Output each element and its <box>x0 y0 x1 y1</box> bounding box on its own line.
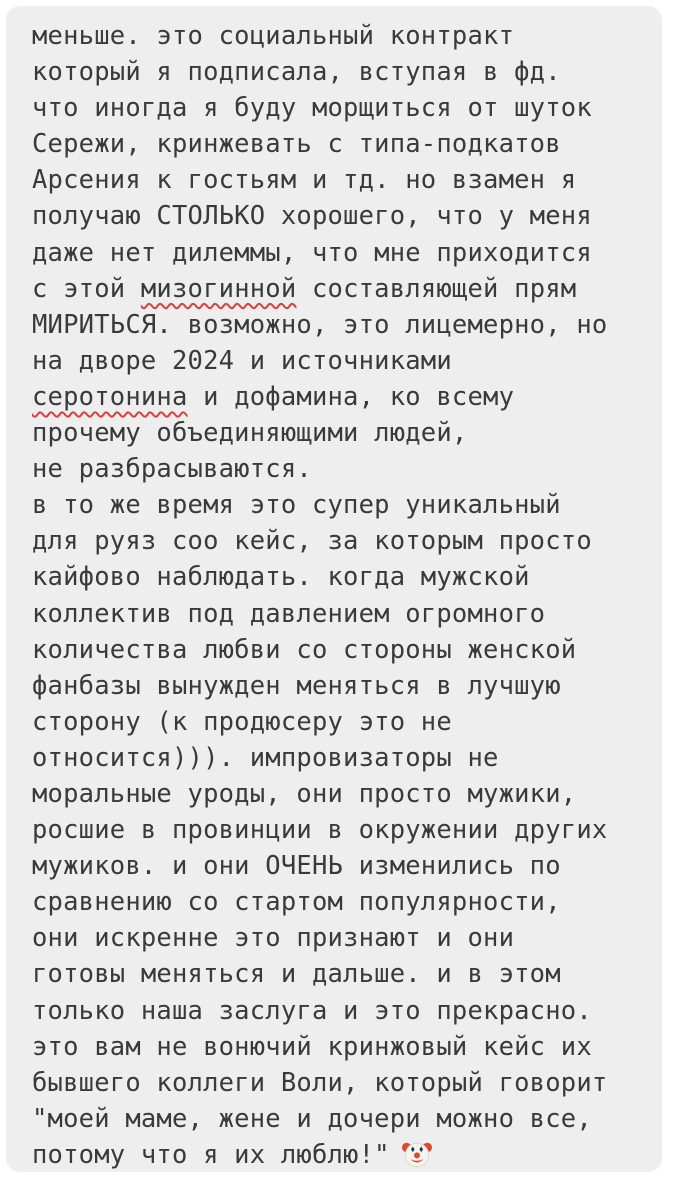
text-segment: "моей маме, жене и дочери можно все, <box>32 1103 592 1134</box>
note-line <box>32 90 662 126</box>
text-segment: и дофамина, ко всему <box>187 381 515 412</box>
text-segment: что иногда я буду морщиться от шуток <box>32 93 592 124</box>
note-line <box>32 740 662 776</box>
text-segment: сторону (к продюсеру это не <box>32 706 452 737</box>
text-segment: бывшего коллеги Воли, который говорит <box>32 1067 608 1098</box>
note-line <box>32 523 662 559</box>
text-segment: относится))). импровизаторы не <box>32 742 499 773</box>
text-segment: готовы меняться и дальше. и в этом <box>32 959 561 990</box>
text-segment: только наша заслуга и это прекрасно. <box>32 995 592 1026</box>
text-segment: Арсения к гостьям и тд. но взамен я <box>32 165 577 196</box>
text-segment: в то же время это супер уникальный <box>32 490 561 521</box>
text-segment: мужиков. и они ОЧЕНЬ изменились по <box>32 851 561 882</box>
note-line <box>32 54 662 90</box>
misspelled-word: мизогинной <box>140 273 297 304</box>
note-line <box>32 451 662 487</box>
text-segment: МИРИТЬСЯ. возможно, это лицемерно, но <box>32 309 608 340</box>
note-line <box>32 487 662 523</box>
note-line <box>32 668 662 704</box>
text-segment: росшие в провинции в окружении других <box>32 815 608 846</box>
note-line <box>32 415 662 451</box>
note-line <box>32 1137 662 1173</box>
text-segment: на дворе 2024 и источниками <box>32 345 452 376</box>
text-segment: для руяз соо кейс, за которым просто <box>32 526 592 557</box>
text-segment: который я подписала, вступая в фд. <box>32 57 561 88</box>
note-line <box>32 162 662 198</box>
note-line <box>32 884 662 920</box>
note-line <box>32 1029 662 1065</box>
note-card <box>6 6 662 1172</box>
text-segment: коллектив под давлением огромного <box>32 598 546 629</box>
text-segment: они искренне это признают и они <box>32 923 515 954</box>
note-line <box>32 956 662 992</box>
note-line <box>32 307 662 343</box>
note-line <box>32 848 662 884</box>
note-line <box>32 126 662 162</box>
text-segment: количества любви со стороны женской <box>32 634 577 665</box>
text-segment: даже нет дилеммы, что мне приходится <box>32 237 592 268</box>
text-segment: Сережи, кринжевать с типа-подкатов <box>32 129 561 160</box>
note-line <box>32 776 662 812</box>
note-text[interactable] <box>32 18 662 1173</box>
text-segment: это вам не вонючий кринжовый кейс их <box>32 1031 592 1062</box>
misspelled-word: серотонина <box>32 381 188 412</box>
note-line <box>32 993 662 1029</box>
note-line <box>32 271 662 307</box>
note-line <box>32 1065 662 1101</box>
text-segment: с этой <box>32 273 141 304</box>
text-segment: кайфово наблюдать. когда мужской <box>32 562 530 593</box>
text-segment: потому что я их люблю!" <box>32 1139 390 1170</box>
note-line <box>32 379 662 415</box>
note-line <box>32 235 662 271</box>
note-line <box>32 632 662 668</box>
note-line <box>32 704 662 740</box>
text-segment: составляющей прям <box>296 273 577 304</box>
note-line <box>32 596 662 632</box>
text-segment: моральные уроды, они просто мужики, <box>32 778 577 809</box>
text-segment: получаю СТОЛЬКО хорошего, что у меня <box>32 201 592 232</box>
text-segment: прочему объединяющими людей, <box>32 418 468 449</box>
note-line <box>32 198 662 234</box>
note-line <box>32 1101 662 1137</box>
note-line <box>32 343 662 379</box>
text-segment: не разбрасываются. <box>32 454 312 485</box>
note-line <box>32 812 662 848</box>
clown-face-icon <box>402 1139 432 1169</box>
note-line <box>32 18 662 54</box>
note-line <box>32 559 662 595</box>
text-segment: сравнению со стартом популярности, <box>32 887 561 918</box>
note-line <box>32 920 662 956</box>
text-segment: меньше. это социальный контракт <box>32 21 515 51</box>
text-segment: фанбазы вынужден меняться в лучшую <box>32 670 561 701</box>
